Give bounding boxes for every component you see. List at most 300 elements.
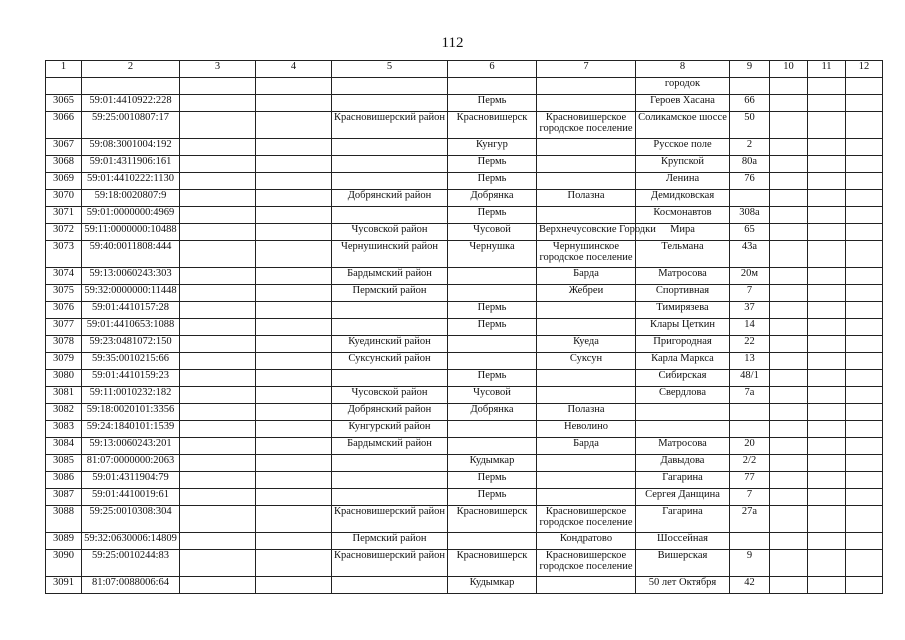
cell-district [332, 489, 448, 506]
cell-district: Бардымский район [332, 438, 448, 455]
cell-col-4 [256, 173, 332, 190]
cell-settlement [537, 139, 636, 156]
cell-city: Добрянка [448, 190, 537, 207]
cell-col-3 [180, 577, 256, 594]
cell-row-number: 3072 [46, 224, 82, 241]
cell-cadastral-number: 59:08:3001004:192 [82, 139, 180, 156]
cell-row-number: 3089 [46, 533, 82, 550]
cell-row-number [46, 78, 82, 95]
cell-col-12 [846, 224, 883, 241]
cell-row-number: 3070 [46, 190, 82, 207]
cell-cadastral-number: 59:24:1840101:1539 [82, 421, 180, 438]
cell-col-4 [256, 224, 332, 241]
cell-col-11 [808, 302, 846, 319]
cell-settlement [537, 207, 636, 224]
cell-col-3 [180, 156, 256, 173]
column-header-6: 6 [448, 61, 537, 78]
cell-col-12 [846, 319, 883, 336]
cell-house-number [730, 404, 770, 421]
cell-col-10 [770, 336, 808, 353]
cell-row-number: 3068 [46, 156, 82, 173]
cell-col-3 [180, 241, 256, 268]
cell-settlement [537, 577, 636, 594]
table-row [46, 156, 883, 173]
cell-col-12 [846, 577, 883, 594]
cell-district: Чусовской район [332, 387, 448, 404]
cell-col-12 [846, 285, 883, 302]
table-row [46, 112, 883, 139]
cell-cadastral-number: 59:25:0010308:304 [82, 506, 180, 533]
cell-col-10 [770, 472, 808, 489]
column-header-3: 3 [180, 61, 256, 78]
cell-cadastral-number: 59:18:0020101:3356 [82, 404, 180, 421]
cell-col-12 [846, 336, 883, 353]
cell-col-4 [256, 268, 332, 285]
cell-col-10 [770, 489, 808, 506]
cell-settlement: Суксун [537, 353, 636, 370]
cell-district [332, 207, 448, 224]
cell-city: Пермь [448, 207, 537, 224]
cell-settlement: Красновишерское городское поселение [537, 506, 636, 533]
cell-city [448, 268, 537, 285]
cell-city: Кунгур [448, 139, 537, 156]
cell-street: Ленина [636, 173, 730, 190]
cell-col-3 [180, 506, 256, 533]
cell-house-number: 66 [730, 95, 770, 112]
cell-col-3 [180, 173, 256, 190]
cell-row-number: 3077 [46, 319, 82, 336]
cell-street: Свердлова [636, 387, 730, 404]
cell-street: Космонавтов [636, 207, 730, 224]
cell-row-number: 3078 [46, 336, 82, 353]
cell-street: Тимирязева [636, 302, 730, 319]
cell-street: Крупской [636, 156, 730, 173]
cell-city: Пермь [448, 319, 537, 336]
cell-col-10 [770, 455, 808, 472]
cell-row-number: 3066 [46, 112, 82, 139]
cell-city: Кудымкар [448, 577, 537, 594]
cell-col-4 [256, 302, 332, 319]
cell-col-4 [256, 190, 332, 207]
column-header-1: 1 [46, 61, 82, 78]
cell-col-11 [808, 438, 846, 455]
cell-city [448, 438, 537, 455]
cell-col-12 [846, 78, 883, 95]
cell-city [448, 353, 537, 370]
cell-col-12 [846, 302, 883, 319]
cell-col-12 [846, 489, 883, 506]
cell-row-number: 3090 [46, 550, 82, 577]
cell-col-11 [808, 353, 846, 370]
cell-col-3 [180, 550, 256, 577]
cell-col-11 [808, 404, 846, 421]
cell-settlement: Куеда [537, 336, 636, 353]
cell-district: Кунгурский район [332, 421, 448, 438]
cell-col-11 [808, 112, 846, 139]
cell-city: Чусовой [448, 224, 537, 241]
cell-street: городок [636, 78, 730, 95]
cell-col-11 [808, 533, 846, 550]
table-row [46, 577, 883, 594]
cell-settlement [537, 472, 636, 489]
cell-city [448, 78, 537, 95]
cell-col-3 [180, 387, 256, 404]
cell-house-number: 80а [730, 156, 770, 173]
cell-col-4 [256, 506, 332, 533]
cell-col-4 [256, 472, 332, 489]
cell-col-12 [846, 353, 883, 370]
cell-col-4 [256, 78, 332, 95]
cell-col-11 [808, 139, 846, 156]
cell-house-number [730, 78, 770, 95]
cell-row-number: 3080 [46, 370, 82, 387]
cell-district [332, 302, 448, 319]
cell-col-11 [808, 489, 846, 506]
cell-cadastral-number: 81:07:0000000:2063 [82, 455, 180, 472]
cell-cadastral-number: 59:13:0060243:303 [82, 268, 180, 285]
cell-col-10 [770, 224, 808, 241]
cell-col-3 [180, 268, 256, 285]
cell-settlement [537, 78, 636, 95]
cell-city [448, 533, 537, 550]
cell-col-4 [256, 285, 332, 302]
cell-city [448, 285, 537, 302]
cell-col-4 [256, 353, 332, 370]
cell-district [332, 370, 448, 387]
cell-row-number: 3074 [46, 268, 82, 285]
cell-city: Красновишерск [448, 550, 537, 577]
cell-house-number: 308а [730, 207, 770, 224]
cell-street [636, 421, 730, 438]
cell-cadastral-number: 59:18:0020807:9 [82, 190, 180, 207]
cell-settlement [537, 302, 636, 319]
cell-col-10 [770, 550, 808, 577]
cell-col-12 [846, 370, 883, 387]
cell-city: Пермь [448, 370, 537, 387]
cell-settlement [537, 95, 636, 112]
cell-street: Матросова [636, 268, 730, 285]
cell-cadastral-number: 59:35:0010215:66 [82, 353, 180, 370]
cell-house-number: 13 [730, 353, 770, 370]
cell-cadastral-number: 59:25:0010244:83 [82, 550, 180, 577]
cell-street: Русское поле [636, 139, 730, 156]
cell-col-12 [846, 268, 883, 285]
cell-col-3 [180, 489, 256, 506]
cell-city: Пермь [448, 302, 537, 319]
cell-district: Бардымский район [332, 268, 448, 285]
cell-district [332, 78, 448, 95]
table-row [46, 241, 883, 268]
cell-row-number: 3082 [46, 404, 82, 421]
cell-district [332, 455, 448, 472]
cell-settlement [537, 156, 636, 173]
cell-district [332, 319, 448, 336]
cell-district [332, 472, 448, 489]
cell-col-4 [256, 156, 332, 173]
cell-city: Чернушка [448, 241, 537, 268]
table-row [46, 268, 883, 285]
cell-settlement [537, 173, 636, 190]
cell-cadastral-number: 59:01:0000000:4969 [82, 207, 180, 224]
cell-col-10 [770, 95, 808, 112]
cell-cadastral-number: 59:11:0000000:10488 [82, 224, 180, 241]
cell-col-10 [770, 370, 808, 387]
cell-col-11 [808, 173, 846, 190]
cell-col-12 [846, 95, 883, 112]
cell-city: Чусовой [448, 387, 537, 404]
cell-settlement: Барда [537, 268, 636, 285]
page-number: 112 [441, 35, 464, 51]
cell-cadastral-number: 59:25:0010807:17 [82, 112, 180, 139]
cell-street: Соликамское шоссе [636, 112, 730, 139]
cell-house-number: 77 [730, 472, 770, 489]
cell-district: Пермский район [332, 533, 448, 550]
cell-col-3 [180, 404, 256, 421]
cell-district: Добрянский район [332, 190, 448, 207]
cell-settlement [537, 319, 636, 336]
cell-col-4 [256, 489, 332, 506]
cell-cadastral-number: 59:01:4410653:1088 [82, 319, 180, 336]
cell-col-3 [180, 421, 256, 438]
cell-col-3 [180, 353, 256, 370]
cell-col-11 [808, 241, 846, 268]
cell-cadastral-number: 59:01:4311906:161 [82, 156, 180, 173]
table-row [46, 207, 883, 224]
cell-col-11 [808, 472, 846, 489]
cell-col-10 [770, 438, 808, 455]
cell-col-12 [846, 455, 883, 472]
cell-house-number: 22 [730, 336, 770, 353]
cell-col-4 [256, 241, 332, 268]
cell-col-3 [180, 455, 256, 472]
cell-street: Карла Маркса [636, 353, 730, 370]
cell-settlement: Кондратово [537, 533, 636, 550]
cell-cadastral-number: 59:40:0011808:444 [82, 241, 180, 268]
cell-col-10 [770, 577, 808, 594]
table-row [46, 319, 883, 336]
cell-col-11 [808, 285, 846, 302]
cell-col-12 [846, 472, 883, 489]
cell-col-12 [846, 533, 883, 550]
cell-house-number: 9 [730, 550, 770, 577]
cell-settlement [537, 489, 636, 506]
cell-col-12 [846, 438, 883, 455]
cell-col-11 [808, 268, 846, 285]
cell-col-3 [180, 285, 256, 302]
cell-settlement [537, 370, 636, 387]
table-row [46, 353, 883, 370]
cell-col-12 [846, 241, 883, 268]
cell-house-number: 2 [730, 139, 770, 156]
cell-col-4 [256, 112, 332, 139]
cell-col-4 [256, 95, 332, 112]
cell-cadastral-number: 59:01:4410159:23 [82, 370, 180, 387]
cell-col-11 [808, 387, 846, 404]
cell-col-3 [180, 112, 256, 139]
column-header-11: 11 [808, 61, 846, 78]
cell-city: Красновишерск [448, 112, 537, 139]
cell-col-4 [256, 438, 332, 455]
table-row [46, 190, 883, 207]
cell-col-4 [256, 550, 332, 577]
cell-col-3 [180, 139, 256, 156]
cell-district: Чусовской район [332, 224, 448, 241]
cell-col-11 [808, 370, 846, 387]
cell-district [332, 156, 448, 173]
cell-cadastral-number: 59:11:0010232:182 [82, 387, 180, 404]
table-row [46, 421, 883, 438]
cell-col-4 [256, 139, 332, 156]
cell-district: Суксунский район [332, 353, 448, 370]
cell-settlement: Чернушинское городское поселение [537, 241, 636, 268]
cell-row-number: 3087 [46, 489, 82, 506]
table-row [46, 387, 883, 404]
cell-col-11 [808, 190, 846, 207]
cell-cadastral-number: 59:23:0481072:150 [82, 336, 180, 353]
cell-house-number: 14 [730, 319, 770, 336]
cell-col-11 [808, 78, 846, 95]
cell-col-12 [846, 506, 883, 533]
cell-settlement: Верхнечусовские Городки [537, 224, 636, 241]
table-row [46, 455, 883, 472]
cell-col-3 [180, 370, 256, 387]
cell-col-12 [846, 421, 883, 438]
cell-street: Мира [636, 224, 730, 241]
cell-cadastral-number: 59:01:4410222:1130 [82, 173, 180, 190]
cell-house-number: 42 [730, 577, 770, 594]
column-header-4: 4 [256, 61, 332, 78]
cell-row-number: 3086 [46, 472, 82, 489]
table-row [46, 550, 883, 577]
cell-col-10 [770, 268, 808, 285]
header-row [46, 61, 883, 78]
cell-street: Вишерская [636, 550, 730, 577]
cell-col-12 [846, 190, 883, 207]
cell-district: Красновишерский район [332, 550, 448, 577]
cell-row-number: 3069 [46, 173, 82, 190]
column-header-5: 5 [332, 61, 448, 78]
cell-col-4 [256, 404, 332, 421]
cell-row-number: 3067 [46, 139, 82, 156]
cell-street: Матросова [636, 438, 730, 455]
cell-cadastral-number: 59:32:0630006:14809 [82, 533, 180, 550]
cell-col-10 [770, 207, 808, 224]
cell-col-11 [808, 319, 846, 336]
table-row [46, 95, 883, 112]
cell-col-11 [808, 207, 846, 224]
cell-row-number: 3065 [46, 95, 82, 112]
cell-district [332, 173, 448, 190]
cell-street: Тельмана [636, 241, 730, 268]
cell-city: Пермь [448, 173, 537, 190]
table-row [46, 489, 883, 506]
cell-col-3 [180, 207, 256, 224]
cell-cadastral-number: 59:13:0060243:201 [82, 438, 180, 455]
cell-district: Чернушинский район [332, 241, 448, 268]
column-header-2: 2 [82, 61, 180, 78]
cell-house-number: 50 [730, 112, 770, 139]
cell-cadastral-number: 59:01:4410922:228 [82, 95, 180, 112]
cell-house-number: 76 [730, 173, 770, 190]
cell-settlement: Красновишерское городское поселение [537, 550, 636, 577]
cell-col-11 [808, 506, 846, 533]
cell-house-number: 37 [730, 302, 770, 319]
cell-street: Сибирская [636, 370, 730, 387]
cell-city: Пермь [448, 472, 537, 489]
cell-settlement: Неволино [537, 421, 636, 438]
cell-col-3 [180, 319, 256, 336]
cell-street: Демидковская [636, 190, 730, 207]
cell-col-3 [180, 302, 256, 319]
cell-house-number [730, 190, 770, 207]
cell-col-10 [770, 302, 808, 319]
cell-city: Красновишерск [448, 506, 537, 533]
table-row [46, 533, 883, 550]
cell-street: Сергея Данщина [636, 489, 730, 506]
cell-city: Пермь [448, 95, 537, 112]
cell-district [332, 95, 448, 112]
cell-col-4 [256, 370, 332, 387]
cell-district: Красновишерский район [332, 112, 448, 139]
cell-col-3 [180, 190, 256, 207]
cell-house-number: 2/2 [730, 455, 770, 472]
column-header-9: 9 [730, 61, 770, 78]
cell-cadastral-number: 59:01:4410019:61 [82, 489, 180, 506]
cell-col-10 [770, 112, 808, 139]
cell-row-number: 3079 [46, 353, 82, 370]
cell-col-11 [808, 550, 846, 577]
table-row [46, 506, 883, 533]
cell-row-number: 3083 [46, 421, 82, 438]
cell-col-11 [808, 455, 846, 472]
cell-city [448, 421, 537, 438]
cell-row-number: 3081 [46, 387, 82, 404]
cell-street: Давыдова [636, 455, 730, 472]
cell-city [448, 336, 537, 353]
cell-col-11 [808, 95, 846, 112]
cell-house-number: 7а [730, 387, 770, 404]
cell-house-number: 20м [730, 268, 770, 285]
cell-col-11 [808, 336, 846, 353]
cell-col-11 [808, 577, 846, 594]
cell-col-3 [180, 533, 256, 550]
cell-street: Шоссейная [636, 533, 730, 550]
cell-settlement: Красновишерское городское поселение [537, 112, 636, 139]
cell-col-3 [180, 78, 256, 95]
cell-house-number: 7 [730, 489, 770, 506]
cell-street: 50 лет Октября [636, 577, 730, 594]
column-header-12: 12 [846, 61, 883, 78]
cell-house-number: 48/1 [730, 370, 770, 387]
cell-district: Красновишерский район [332, 506, 448, 533]
cell-col-3 [180, 95, 256, 112]
table-row [46, 370, 883, 387]
cell-city: Кудымкар [448, 455, 537, 472]
cell-col-10 [770, 404, 808, 421]
cell-row-number: 3071 [46, 207, 82, 224]
cell-col-4 [256, 319, 332, 336]
cell-street [636, 404, 730, 421]
cell-col-10 [770, 241, 808, 268]
cell-col-4 [256, 207, 332, 224]
cell-col-4 [256, 387, 332, 404]
cell-city: Пермь [448, 156, 537, 173]
table-row [46, 404, 883, 421]
cell-settlement: Барда [537, 438, 636, 455]
cell-col-10 [770, 506, 808, 533]
cell-cadastral-number: 81:07:0088006:64 [82, 577, 180, 594]
cell-city: Добрянка [448, 404, 537, 421]
